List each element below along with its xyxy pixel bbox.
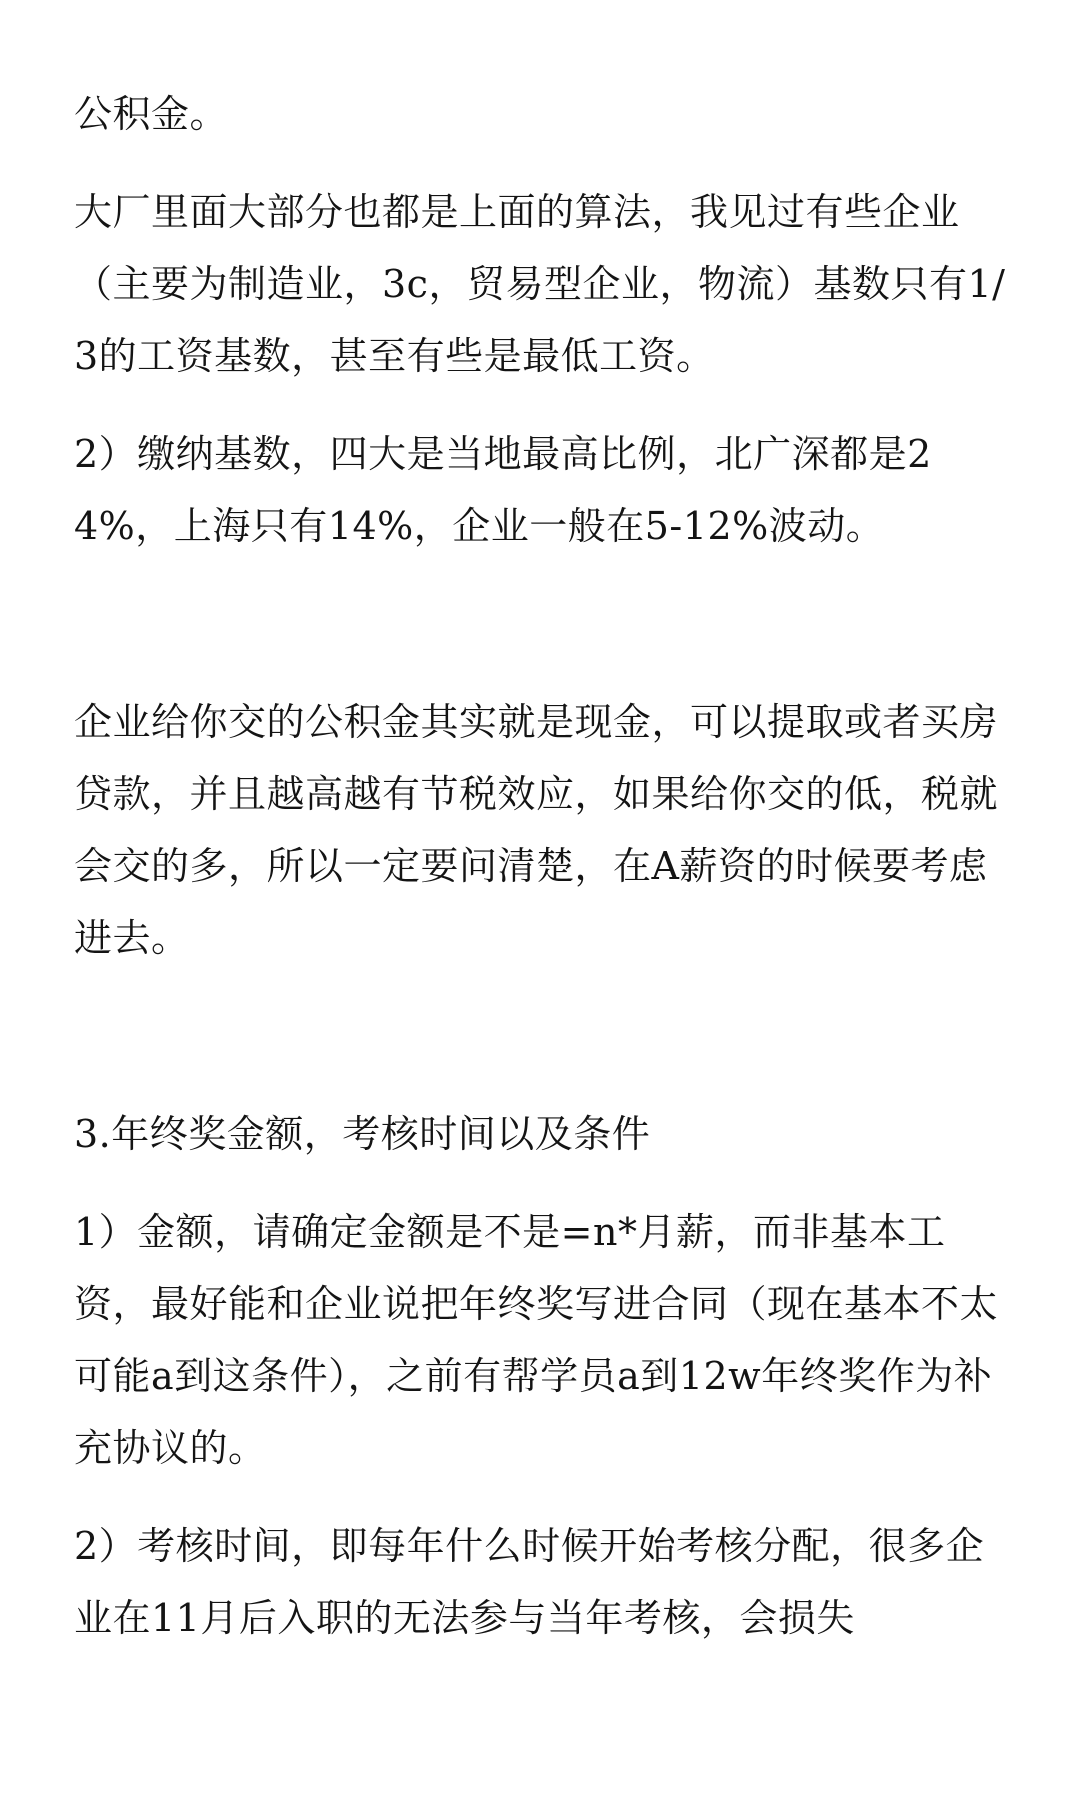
paragraph-spacer bbox=[74, 392, 1014, 418]
paragraph-spacer bbox=[74, 1170, 1014, 1196]
section-heading-year-end-bonus: 3.年终奖金额，考核时间以及条件 bbox=[74, 1112, 651, 1156]
paragraph-bonus-amount: 1）金额，请确定金额是不是=n*月薪，而非基本工资，最好能和企业说把年终奖写进合同（现在基本不太可能a到这条件），之前有帮学员a到12w年终奖作为补充协议的。 bbox=[74, 1210, 999, 1470]
paragraph-housing-fund-value: 企业给你交的公积金其实就是现金，可以提取或者买房贷款，并且越高越有节税效应，如果给你交的低，税就会交的多，所以一定要问清楚，在A薪资的时候要考虑进去。 bbox=[74, 700, 999, 960]
section-spacer bbox=[74, 562, 1014, 686]
paragraph-spacer bbox=[74, 1484, 1014, 1510]
paragraph-housing-fund-end: 公积金。 bbox=[74, 92, 229, 136]
paragraph-contribution-ratio: 2）缴纳基数，四大是当地最高比例，北广深都是24%，上海只有14%，企业一般在5-12%波动。 bbox=[74, 432, 932, 548]
section-spacer bbox=[74, 974, 1014, 1098]
paragraph-calculation-base: 大厂里面大部分也都是上面的算法，我见过有些企业（主要为制造业，3c，贸易型企业，物流）基数只有1/3的工资基数，甚至有些是最低工资。 bbox=[74, 190, 1006, 378]
paragraph-assessment-time: 2）考核时间，即每年什么时候开始考核分配，很多企业在11月后入职的无法参与当年考核，会损失 bbox=[74, 1524, 985, 1640]
paragraph-spacer bbox=[74, 150, 1014, 176]
article-body bbox=[74, 78, 1014, 1654]
